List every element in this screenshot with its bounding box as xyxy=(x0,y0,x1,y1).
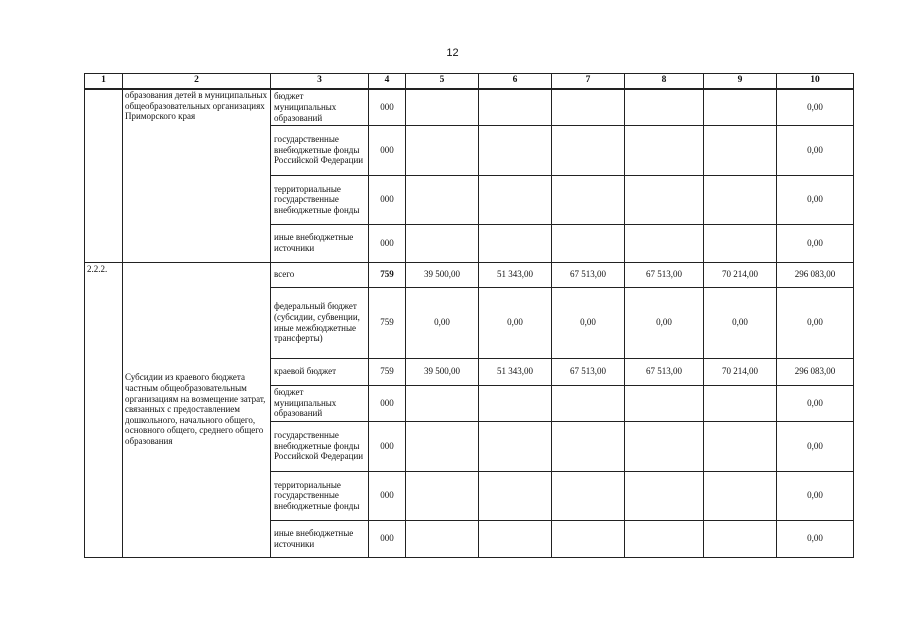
header-cell: 3 xyxy=(271,74,369,90)
value-cell xyxy=(625,385,704,421)
header-cell: 2 xyxy=(123,74,271,90)
value-cell xyxy=(406,175,479,224)
total-cell: 0,00 xyxy=(777,421,854,471)
value-cell: 0,00 xyxy=(552,287,625,358)
value-cell xyxy=(479,175,552,224)
header-cell: 1 xyxy=(85,74,123,90)
value-cell xyxy=(479,471,552,520)
code-cell: 759 xyxy=(369,358,406,385)
total-cell: 296 083,00 xyxy=(777,358,854,385)
value-cell xyxy=(704,125,777,175)
funding-source: государственные внебюджетные фонды Российской Федерации xyxy=(271,125,369,175)
total-cell: 0,00 xyxy=(777,520,854,557)
funding-source: краевой бюджет xyxy=(271,358,369,385)
value-cell: 0,00 xyxy=(704,287,777,358)
table-header-row xyxy=(85,74,854,90)
code-cell: 000 xyxy=(369,224,406,262)
value-cell xyxy=(625,175,704,224)
total-cell: 296 083,00 xyxy=(777,262,854,287)
code-cell: 000 xyxy=(369,125,406,175)
value-cell: 67 513,00 xyxy=(625,262,704,287)
header-cell: 8 xyxy=(625,74,704,90)
value-cell xyxy=(704,224,777,262)
code-cell: 000 xyxy=(369,471,406,520)
funding-source: государственные внебюджетные фонды Российской Федерации xyxy=(271,421,369,471)
value-cell: 0,00 xyxy=(479,287,552,358)
value-cell xyxy=(406,421,479,471)
value-cell xyxy=(625,471,704,520)
value-cell xyxy=(625,421,704,471)
value-cell xyxy=(406,385,479,421)
value-cell xyxy=(406,89,479,125)
value-cell xyxy=(552,471,625,520)
value-cell xyxy=(625,224,704,262)
page-number: 12 xyxy=(446,47,459,59)
code-cell: 000 xyxy=(369,421,406,471)
total-cell: 0,00 xyxy=(777,175,854,224)
code-cell: 759 xyxy=(369,287,406,358)
row-number-cell: 2.2.2. xyxy=(85,262,123,557)
total-cell: 0,00 xyxy=(777,287,854,358)
value-cell xyxy=(625,89,704,125)
value-cell xyxy=(552,125,625,175)
total-cell: 0,00 xyxy=(777,125,854,175)
code-cell: 000 xyxy=(369,89,406,125)
value-cell: 70 214,00 xyxy=(704,262,777,287)
value-cell xyxy=(704,520,777,557)
value-cell: 51 343,00 xyxy=(479,262,552,287)
value-cell xyxy=(552,421,625,471)
value-cell xyxy=(479,385,552,421)
value-cell xyxy=(704,175,777,224)
value-cell xyxy=(625,520,704,557)
value-cell xyxy=(406,125,479,175)
table-row xyxy=(85,89,854,125)
funding-source: всего xyxy=(271,262,369,287)
value-cell xyxy=(704,471,777,520)
value-cell xyxy=(704,421,777,471)
header-cell: 6 xyxy=(479,74,552,90)
value-cell xyxy=(552,520,625,557)
value-cell xyxy=(552,175,625,224)
total-cell: 0,00 xyxy=(777,224,854,262)
value-cell: 67 513,00 xyxy=(552,262,625,287)
funding-source: бюджет муниципальных образований xyxy=(271,89,369,125)
value-cell: 39 500,00 xyxy=(406,262,479,287)
value-cell xyxy=(479,421,552,471)
value-cell: 51 343,00 xyxy=(479,358,552,385)
measure-label: Субсидии из краевого бюджета частным общеобразовательным организациям на возмещение затрат, связанных с предоставлением дошкольного, начального общего, основного общего, среднего общего образования xyxy=(123,262,271,557)
table-row xyxy=(85,262,854,287)
funding-source: территориальные государственные внебюджетные фонды xyxy=(271,175,369,224)
funding-source: иные внебюджетные источники xyxy=(271,520,369,557)
value-cell xyxy=(479,89,552,125)
funding-source: иные внебюджетные источники xyxy=(271,224,369,262)
measure-label: образования детей в муниципальных общеобразовательных организациях Приморского края xyxy=(123,89,271,262)
value-cell xyxy=(552,89,625,125)
funding-source: территориальные государственные внебюджетные фонды xyxy=(271,471,369,520)
value-cell xyxy=(406,520,479,557)
value-cell xyxy=(479,125,552,175)
value-cell xyxy=(552,224,625,262)
header-cell: 7 xyxy=(552,74,625,90)
value-cell: 39 500,00 xyxy=(406,358,479,385)
header-cell: 9 xyxy=(704,74,777,90)
value-cell xyxy=(552,385,625,421)
value-cell xyxy=(479,520,552,557)
header-cell: 4 xyxy=(369,74,406,90)
value-cell xyxy=(406,471,479,520)
funding-source: бюджет муниципальных образований xyxy=(271,385,369,421)
code-cell: 000 xyxy=(369,520,406,557)
code-cell: 000 xyxy=(369,175,406,224)
code-cell: 759 xyxy=(369,262,406,287)
value-cell xyxy=(704,89,777,125)
funding-source: федеральный бюджет (субсидии, субвенции, иные межбюджетные трансферты) xyxy=(271,287,369,358)
total-cell: 0,00 xyxy=(777,471,854,520)
row-number-cell xyxy=(85,89,123,262)
total-cell: 0,00 xyxy=(777,89,854,125)
value-cell: 0,00 xyxy=(625,287,704,358)
value-cell: 67 513,00 xyxy=(625,358,704,385)
code-cell: 000 xyxy=(369,385,406,421)
header-cell: 10 xyxy=(777,74,854,90)
value-cell xyxy=(625,125,704,175)
budget-table xyxy=(84,73,854,558)
value-cell xyxy=(704,385,777,421)
header-cell: 5 xyxy=(406,74,479,90)
value-cell: 67 513,00 xyxy=(552,358,625,385)
value-cell: 0,00 xyxy=(406,287,479,358)
total-cell: 0,00 xyxy=(777,385,854,421)
value-cell xyxy=(479,224,552,262)
value-cell xyxy=(406,224,479,262)
value-cell: 70 214,00 xyxy=(704,358,777,385)
